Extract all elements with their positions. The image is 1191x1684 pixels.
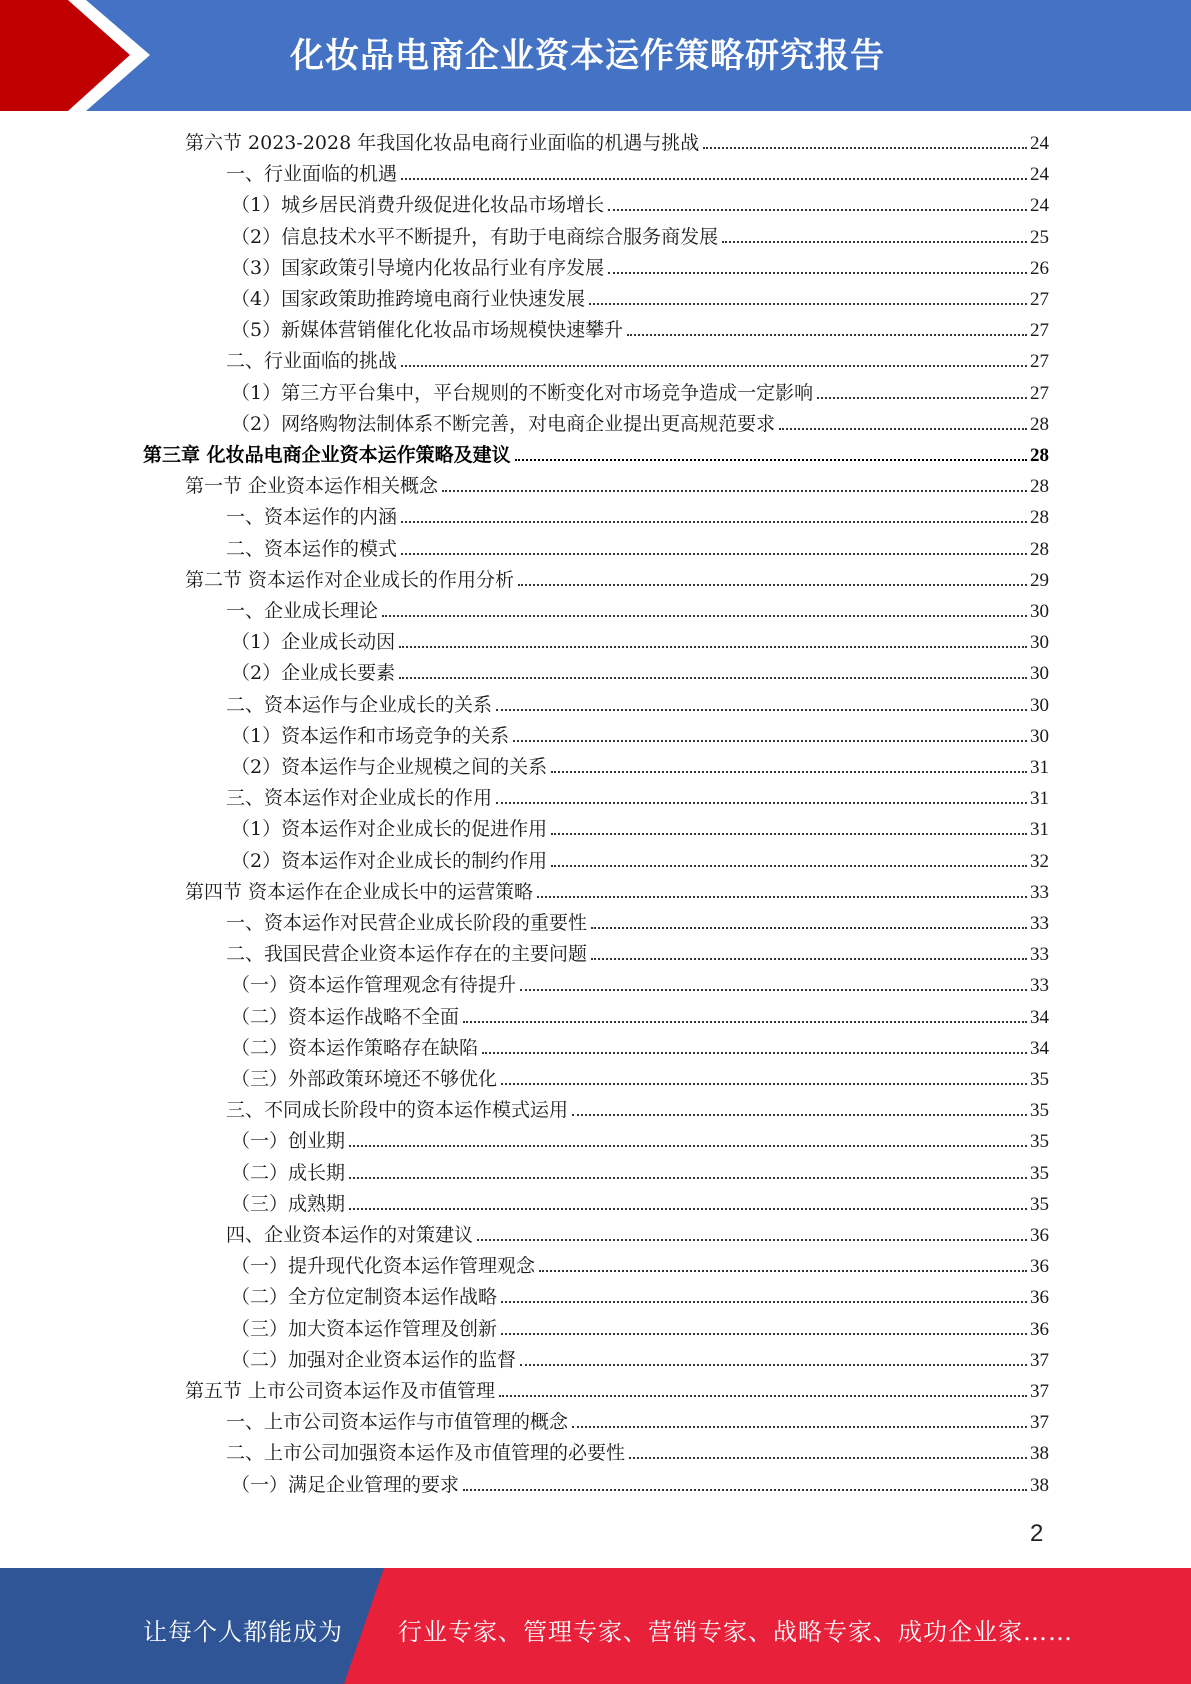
- toc-leader-dots: [463, 1489, 1027, 1491]
- toc-entry[interactable]: [231, 190, 1049, 220]
- toc-leader-dots: [518, 584, 1027, 586]
- toc-entry[interactable]: [231, 1064, 1049, 1094]
- toc-leader-dots: [501, 1083, 1027, 1085]
- toc-entry[interactable]: [226, 908, 1049, 938]
- toc-entry-page: 35: [1030, 1193, 1049, 1215]
- toc-entry[interactable]: [226, 159, 1049, 189]
- toc-entry-page: 38: [1030, 1474, 1049, 1496]
- toc-entry-title: （2）企业成长要素: [231, 662, 396, 685]
- toc-entry-page: 28: [1030, 413, 1049, 435]
- toc-entry[interactable]: [226, 1407, 1049, 1437]
- toc-entry-page: 28: [1030, 445, 1049, 466]
- toc-leader-dots: [349, 1208, 1027, 1210]
- toc-entry-page: 35: [1030, 1131, 1049, 1153]
- toc-entry-title: （1）资本运作和市场竞争的关系: [231, 724, 510, 747]
- toc-leader-dots: [513, 740, 1027, 742]
- toc-entry-page: 35: [1030, 1100, 1049, 1122]
- toc-entry-page: 33: [1030, 913, 1049, 934]
- toc-entry-page: 27: [1030, 289, 1049, 310]
- toc-entry[interactable]: [231, 658, 1049, 688]
- toc-entry[interactable]: [226, 502, 1049, 532]
- toc-leader-dots: [551, 833, 1027, 835]
- toc-entry[interactable]: [231, 1251, 1049, 1281]
- toc-leader-dots: [463, 1021, 1027, 1023]
- toc-entry-title: （二）全方位定制资本运作战略: [231, 1286, 498, 1309]
- toc-entry[interactable]: [226, 690, 1049, 720]
- toc-entry-title: （5）新媒体营销催化化妆品市场规模快速攀升: [231, 319, 624, 342]
- toc-entry[interactable]: [231, 721, 1049, 751]
- toc-entry-page: 31: [1030, 788, 1049, 810]
- toc-entry-page: 24: [1030, 133, 1049, 154]
- toc-entry-title: （4）国家政策助推跨境电商行业快速发展: [231, 288, 586, 310]
- toc-entry-title: 一、上市公司资本运作与市值管理的概念: [226, 1411, 569, 1434]
- toc-entry-title: 一、行业面临的机遇: [226, 163, 398, 186]
- toc-entry-title: 第五节 上市公司资本运作及市值管理: [185, 1380, 496, 1402]
- toc-entry-title: 一、资本运作对民营企业成长阶段的重要性: [226, 912, 588, 934]
- toc-leader-dots: [349, 1145, 1027, 1147]
- toc-entry-page: 24: [1030, 195, 1049, 217]
- toc-leader-dots: [537, 896, 1027, 898]
- toc-entry-title: 第一节 企业资本运作相关概念: [185, 475, 439, 498]
- toc-leader-dots: [589, 303, 1027, 305]
- toc-entry[interactable]: [226, 596, 1049, 626]
- toc-leader-dots: [572, 1114, 1027, 1116]
- toc-entry-title: 二、行业面临的挑战: [226, 350, 398, 373]
- toc-entry-title: （一）满足企业管理的要求: [231, 1473, 460, 1496]
- toc-entry[interactable]: [226, 1095, 1049, 1125]
- toc-entry[interactable]: [185, 1376, 1049, 1406]
- toc-entry[interactable]: [231, 1282, 1049, 1312]
- report-title: 化妆品电商企业资本运作策略研究报告: [290, 36, 885, 76]
- toc-entry-page: 36: [1030, 1287, 1049, 1309]
- toc-leader-dots: [817, 397, 1027, 399]
- toc-entry-title: 二、资本运作与企业成长的关系: [226, 693, 493, 716]
- toc-entry-title: （1）城乡居民消费升级促进化妆品市场增长: [231, 194, 605, 217]
- toc-entry-page: 34: [1030, 1006, 1049, 1028]
- toc-chapter-entry[interactable]: [143, 440, 1049, 470]
- toc-leader-dots: [779, 428, 1027, 430]
- toc-entry-title: 第二节 资本运作对企业成长的作用分析: [185, 568, 515, 591]
- toc-leader-dots: [608, 209, 1027, 211]
- toc-entry-title: （2）信息技术水平不断提升，有助于电商综合服务商发展: [231, 225, 719, 248]
- toc-entry-title: （3）国家政策引导境内化妆品行业有序发展: [231, 256, 605, 279]
- toc-entry-page: 31: [1030, 819, 1049, 841]
- toc-entry-title: （2）资本运作对企业成长的制约作用: [231, 849, 548, 872]
- toc-leader-dots: [442, 490, 1027, 492]
- toc-entry-page: 35: [1030, 1162, 1049, 1184]
- toc-entry-title: （2）网络购物法制体系不断完善，对电商企业提出更高规范要求: [231, 412, 776, 435]
- toc-entry[interactable]: [231, 1470, 1049, 1500]
- toc-entry-page: 25: [1030, 226, 1049, 248]
- toc-entry[interactable]: [226, 1220, 1049, 1250]
- toc-leader-dots: [501, 1301, 1027, 1303]
- toc-entry-page: 38: [1030, 1443, 1049, 1465]
- toc-entry[interactable]: [231, 222, 1049, 252]
- toc-entry-title: （1）第三方平台集中，平台规则的不断变化对市场竞争造成一定影响: [231, 381, 814, 404]
- toc-entry[interactable]: [226, 1438, 1049, 1468]
- page-number: 2: [1030, 1520, 1044, 1547]
- toc-entry[interactable]: [231, 1002, 1049, 1032]
- toc-leader-dots: [591, 927, 1027, 929]
- toc-entry-title: 二、上市公司加强资本运作及市值管理的必要性: [226, 1442, 626, 1465]
- toc-entry-title: （三）成熟期: [231, 1192, 346, 1215]
- toc-entry[interactable]: [185, 128, 1049, 158]
- toc-leader-dots: [477, 1239, 1027, 1241]
- toc-leader-dots: [499, 1395, 1027, 1397]
- toc-entry[interactable]: [231, 315, 1049, 345]
- toc-entry[interactable]: [231, 1033, 1049, 1063]
- toc-leader-dots: [401, 178, 1027, 180]
- toc-entry[interactable]: [231, 1126, 1049, 1156]
- toc-entry-page: 37: [1030, 1381, 1049, 1402]
- toc-entry-page: 24: [1030, 164, 1049, 186]
- toc-entry-title: 一、企业成长理论: [226, 600, 379, 622]
- toc-entry-page: 33: [1030, 881, 1049, 903]
- toc-entry-page: 30: [1030, 632, 1049, 654]
- toc-entry-title: 第四节 资本运作在企业成长中的运营策略: [185, 880, 534, 903]
- toc-leader-dots: [703, 147, 1027, 149]
- toc-entry[interactable]: [231, 253, 1049, 283]
- page-footer: [0, 1568, 1191, 1684]
- toc-entry[interactable]: [231, 1189, 1049, 1219]
- toc-entry-page: 30: [1030, 694, 1049, 716]
- toc-entry[interactable]: [231, 752, 1049, 782]
- toc-entry-page: 37: [1030, 1412, 1049, 1434]
- toc-entry-page: 34: [1030, 1037, 1049, 1059]
- toc-entry-title: 第六节 2023-2028 年我国化妆品电商行业面临的机遇与挑战: [185, 132, 700, 154]
- toc-entry-page: 30: [1030, 663, 1049, 685]
- toc-leader-dots: [399, 677, 1027, 679]
- toc-entry-page: 36: [1030, 1256, 1049, 1278]
- toc-leader-dots: [382, 615, 1027, 617]
- page-header: [0, 0, 1191, 111]
- toc-entry-page: 33: [1030, 944, 1049, 966]
- toc-leader-dots: [520, 989, 1027, 991]
- toc-leader-dots: [539, 1270, 1027, 1272]
- toc-leader-dots: [629, 1457, 1027, 1459]
- toc-leader-dots: [496, 802, 1027, 804]
- toc-entry[interactable]: [231, 627, 1049, 657]
- toc-entry-title: （二）资本运作战略不全面: [231, 1005, 460, 1028]
- toc-entry[interactable]: [185, 565, 1049, 595]
- toc-leader-dots: [401, 365, 1027, 367]
- toc-entry-title: （一）提升现代化资本运作管理观念: [231, 1255, 536, 1278]
- toc-entry[interactable]: [231, 814, 1049, 844]
- toc-entry[interactable]: [226, 534, 1049, 564]
- toc-entry-title: 三、资本运作对企业成长的作用: [226, 787, 493, 810]
- toc-entry-page: 30: [1030, 725, 1049, 747]
- toc-entry[interactable]: [231, 1345, 1049, 1375]
- toc-entry[interactable]: [226, 346, 1049, 376]
- toc-entry-title: （二）成长期: [231, 1161, 346, 1184]
- toc-entry-title: （一）创业期: [231, 1130, 346, 1153]
- toc-entry-title: （1）资本运作对企业成长的促进作用: [231, 818, 548, 841]
- toc-entry[interactable]: [231, 846, 1049, 876]
- toc-entry[interactable]: [185, 877, 1049, 907]
- toc-entry[interactable]: [226, 783, 1049, 813]
- toc-entry-title: （2）资本运作与企业规模之间的关系: [231, 756, 548, 778]
- toc-entry[interactable]: [226, 939, 1049, 969]
- toc-entry-page: 28: [1030, 538, 1049, 560]
- toc-leader-dots: [515, 459, 1027, 461]
- toc-entry-page: 36: [1030, 1225, 1049, 1246]
- toc-entry-page: 28: [1030, 507, 1049, 529]
- toc-entry-title: 三、不同成长阶段中的资本运作模式运用: [226, 1099, 569, 1122]
- toc-entry-title: 一、资本运作的内涵: [226, 506, 398, 529]
- toc-entry[interactable]: [231, 284, 1049, 314]
- toc-entry-title: （二）加强对企业资本运作的监督: [231, 1348, 517, 1371]
- toc-entry-page: 27: [1030, 320, 1049, 342]
- toc-entry[interactable]: [185, 471, 1049, 501]
- toc-entry-title: 二、资本运作的模式: [226, 537, 398, 560]
- toc-entry-page: 30: [1030, 601, 1049, 622]
- toc-entry-page: 36: [1030, 1318, 1049, 1340]
- toc-leader-dots: [551, 771, 1027, 773]
- toc-entry-title: （1）企业成长动因: [231, 631, 396, 654]
- toc-entry-page: 37: [1030, 1349, 1049, 1371]
- toc-entry-page: 27: [1030, 351, 1049, 373]
- toc-entry-title: （三）加大资本运作管理及创新: [231, 1317, 498, 1340]
- toc-leader-dots: [401, 521, 1027, 523]
- toc-leader-dots: [399, 646, 1027, 648]
- toc-leader-dots: [608, 272, 1027, 274]
- toc-leader-dots: [482, 1052, 1027, 1054]
- toc-entry-page: 29: [1030, 569, 1049, 591]
- footer-roles: 行业专家、管理专家、营销专家、战略专家、成功企业家……: [398, 1618, 1073, 1646]
- toc-entry[interactable]: [231, 1158, 1049, 1188]
- toc-entry-page: 27: [1030, 382, 1049, 404]
- toc-entry[interactable]: [231, 378, 1049, 408]
- toc-leader-dots: [501, 1333, 1027, 1335]
- toc-leader-dots: [722, 241, 1027, 243]
- toc-entry-page: 28: [1030, 476, 1049, 498]
- toc-leader-dots: [401, 553, 1027, 555]
- toc-entry-title: 第三章 化妆品电商企业资本运作策略及建议: [143, 444, 511, 466]
- toc-entry-page: 32: [1030, 850, 1049, 872]
- toc-entry[interactable]: [231, 409, 1049, 439]
- toc-leader-dots: [627, 334, 1027, 336]
- toc-entry-page: 31: [1030, 757, 1049, 778]
- toc-entry-title: （二）资本运作策略存在缺陷: [231, 1036, 479, 1059]
- toc-entry-page: 26: [1030, 257, 1049, 279]
- toc-leader-dots: [496, 709, 1027, 711]
- toc-leader-dots: [520, 1364, 1027, 1366]
- toc-leader-dots: [349, 1177, 1027, 1179]
- toc-entry-page: 33: [1030, 975, 1049, 997]
- toc-entry-title: 四、企业资本运作的对策建议: [226, 1224, 474, 1246]
- toc-leader-dots: [551, 865, 1027, 867]
- toc-entry-title: （一）资本运作管理观念有待提升: [231, 974, 517, 997]
- toc-entry-page: 35: [1030, 1069, 1049, 1090]
- footer-slogan: 让每个人都能成为: [143, 1618, 343, 1646]
- toc-entry-title: （三）外部政策环境还不够优化: [231, 1068, 498, 1090]
- toc-leader-dots: [591, 958, 1027, 960]
- toc-entry[interactable]: [231, 1314, 1049, 1344]
- toc-entry[interactable]: [231, 970, 1049, 1000]
- toc-entry-title: 二、我国民营企业资本运作存在的主要问题: [226, 943, 588, 966]
- toc-leader-dots: [572, 1426, 1027, 1428]
